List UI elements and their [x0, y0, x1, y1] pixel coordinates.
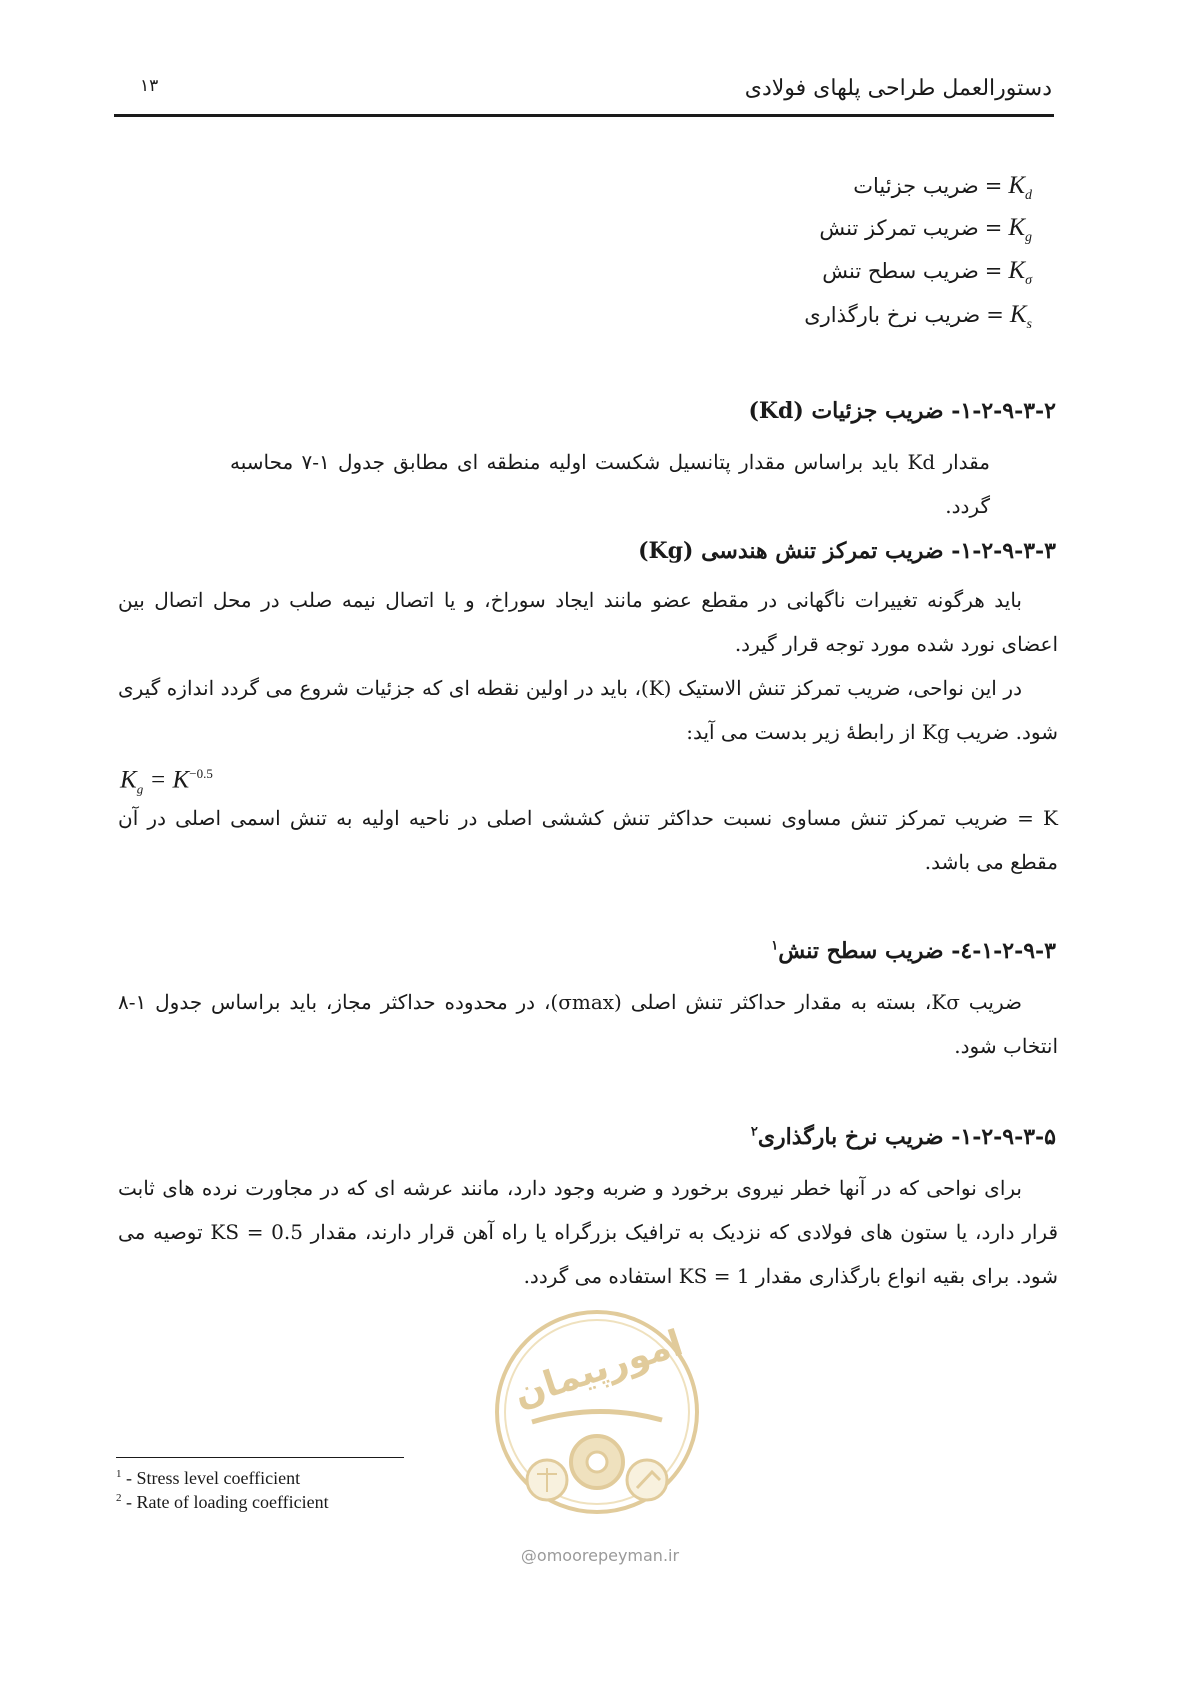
definition-meaning: ضریب نرخ بارگذاری — [804, 303, 981, 327]
section-heading-kd: ۱-۲-۹-۳-۲- ضریب جزئیات (Kd) — [748, 398, 1056, 424]
paragraph-ksigma: ضریب Kσ، بسته به مقدار حداکثر تنش اصلی (σmax)، در محدوده حداکثر مجاز، باید براساس جدول ۱-۸ انتخاب شود. — [118, 990, 1058, 1058]
definition-kd: $K_d=ضریب$ جزئیات — [853, 172, 1032, 203]
paragraph-kg-1: باید هرگونه تغییرات ناگهانی در مقطع عضو مانند ایجاد سوراخ، و یا اتصال نیمه صلب در محل اتصال بین اعضای نورد شده مورد توجه قرار گیرد. — [118, 588, 1058, 656]
header-rule — [114, 114, 1054, 117]
section-heading-ks: ۱-۲-۹-۳-۵- ضریب نرخ بارگذاری$^۲$ — [750, 1124, 1056, 1150]
footnote-ref: ۲ — [750, 1124, 758, 1140]
footnote-rule — [116, 1457, 404, 1458]
watermark-url: @omoorepeyman.ir — [520, 1546, 680, 1565]
paragraph-ks: برای نواحی که در آنها خطر نیروی برخورد و ضربه وجود دارد، مانند عرشه ای که در مجاورت نرده های ثابت قرار دارد، یا ستون های فولادی که نزدیک به ترافیک بزرگراه یا راه آهن قرار دارند، مقدار KS = 0.5 توصیه می شود. برای بقیه انواع بارگذاری مقدار KS = 1 استفاده می گردد. — [118, 1176, 1058, 1288]
logo-swoosh — [532, 1411, 662, 1422]
paragraph-kd: مقدار Kd باید براساس مقدار پتانسیل شکست اولیه منطقه ای مطابق جدول ۱-۷ محاسبه گردد. — [230, 450, 991, 518]
paragraph-kg-2: در این نواحی، ضریب تمرکز تنش الاستیک (K)، باید در اولین نقطه ای که جزئیات شروع می گردد اندازه گیری شود. ضریب Kg از رابطهٔ زیر بدست می آید: — [118, 676, 1058, 744]
running-title: دستورالعمل طراحی پلهای فولادی — [744, 76, 1052, 101]
footnote-ref: ۱ — [771, 938, 779, 954]
page-number: ۱۳ — [140, 76, 159, 96]
scales-icon — [527, 1460, 567, 1500]
definition-symbol: $K_g$ — [1008, 214, 1032, 245]
paragraph-kg-3: K = ضریب تمرکز تنش مساوی نسبت حداکثر تنش کششی اصلی در ناحیه اولیه به تنش اسمی اصلی در آن مقطع می باشد. — [118, 806, 1058, 874]
formula-kg: $K_g = K^{-0.5}$ — [120, 766, 213, 797]
definition-meaning: ضریب جزئیات — [853, 174, 979, 198]
footnote-2: $^2$ - Rate of loading coefficient — [116, 1492, 329, 1512]
definition-ks: $K_s=ضریب$ نرخ بارگذاری — [804, 301, 1032, 332]
excavator-icon — [627, 1460, 667, 1500]
footnote-1: $^1$ - Stress level coefficient — [116, 1468, 301, 1488]
definition-symbol: $K_d$ — [1008, 172, 1032, 203]
definition-symbol: $K_\sigma$ — [1008, 257, 1032, 288]
definition-ksigma: $K_\sigma=ضریب$ سطح تنش — [822, 257, 1032, 288]
watermark-logo — [492, 1302, 702, 1532]
gear-icon — [571, 1436, 623, 1488]
logo-text: امورپیمان — [509, 1322, 688, 1416]
definition-meaning: ضریب سطح تنش — [822, 259, 979, 283]
definition-kg: $K_g=ضریب$ تمرکز تنش — [819, 214, 1032, 245]
definition-symbol: $K_s$ — [1009, 301, 1032, 332]
definition-meaning: ضریب تمرکز تنش — [819, 216, 979, 240]
section-heading-ksigma: ۱-۲-۹-۳-٤- ضریب سطح تنش$^۱$ — [771, 938, 1056, 964]
section-heading-kg: ۱-۲-۹-۳-۳- ضریب تمرکز تنش هندسی (Kg) — [638, 538, 1056, 564]
